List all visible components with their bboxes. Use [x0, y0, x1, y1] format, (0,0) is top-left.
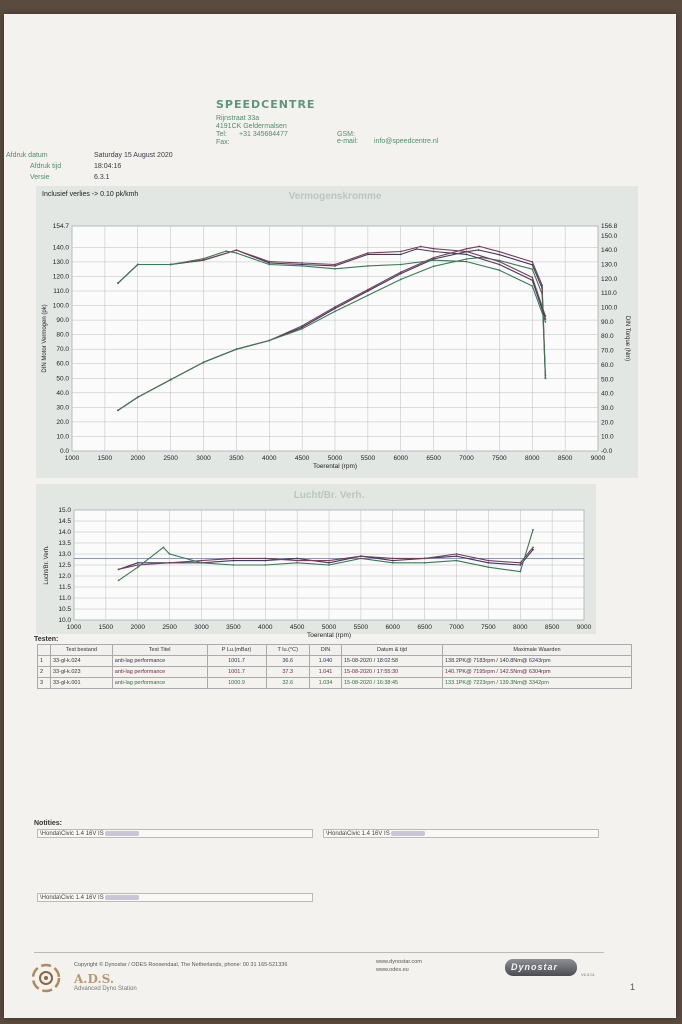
y-tick-label: 130.0 — [52, 258, 69, 266]
data-point — [400, 254, 402, 256]
x-tick-label: 5000 — [321, 624, 337, 631]
email-label: e-mail: — [337, 138, 359, 145]
y-tick-label: 100.0 — [52, 302, 69, 310]
data-point — [400, 271, 402, 273]
data-point — [456, 560, 458, 562]
notes-label: Notities: — [34, 820, 62, 827]
data-point — [367, 252, 369, 254]
y-tick-label: 20.0 — [56, 418, 69, 426]
data-point — [433, 248, 435, 250]
y-tick-label: 11.5 — [58, 584, 71, 591]
data-point — [334, 306, 336, 308]
chart-title: Lucht/Br. Verh. — [293, 490, 365, 501]
fax-label: Fax: — [216, 139, 230, 146]
data-point — [301, 328, 303, 330]
data-point — [264, 558, 266, 560]
power-chart — [36, 186, 638, 478]
chart-title: Vermogenskromme — [288, 191, 382, 202]
row-pressure: 1000.9 — [207, 678, 266, 689]
data-point — [334, 264, 336, 266]
data-point — [334, 268, 336, 270]
data-point — [488, 566, 490, 568]
y2-tick-label: 100.0 — [601, 304, 618, 312]
data-point — [328, 560, 330, 562]
data-point — [137, 562, 139, 564]
y-tick-label: 140.0 — [52, 244, 69, 252]
y-tick-label: 13.5 — [58, 540, 71, 547]
print-time-label: Afdruk tijd — [30, 163, 62, 170]
ads-brand-sub: Advanced Dyno Station — [74, 986, 137, 992]
y-tick-label: 15.0 — [58, 507, 71, 514]
data-point — [118, 569, 120, 571]
data-point — [532, 547, 534, 549]
y-tick-label: 11.0 — [58, 595, 71, 602]
x-tick-label: 3000 — [194, 624, 209, 631]
y2-tick-label: -0.0 — [601, 448, 613, 455]
row-temp: 32.6 — [266, 678, 309, 689]
x-tick-label: 1000 — [64, 455, 80, 462]
row-max: 138.2PK@ 7183rpm / 140.8Nm@ 6243rpm — [442, 656, 631, 667]
x-tick-label: 3000 — [196, 455, 211, 462]
data-point — [169, 553, 171, 555]
data-point — [367, 295, 369, 297]
x-tick-label: 8000 — [513, 624, 528, 631]
x-tick-label: 3500 — [229, 455, 244, 462]
row-max: 140.7PK@ 7195rpm / 142.5Nm@ 6304rpm — [442, 667, 631, 678]
ads-logo-icon — [30, 962, 62, 994]
company-name: SPEEDCENTRE — [216, 98, 316, 111]
data-point — [392, 560, 394, 562]
page-number: 1 — [630, 982, 636, 992]
footer-web-2: www.odes.eu — [376, 967, 409, 973]
data-point — [545, 321, 547, 323]
data-point — [236, 249, 238, 251]
note-field-1 — [37, 829, 313, 838]
data-point — [519, 571, 521, 573]
data-point — [424, 562, 426, 564]
y-tick-label: 90.0 — [56, 317, 69, 325]
table-row — [38, 678, 632, 689]
y-tick-label: 13.0 — [58, 551, 71, 558]
note-field-3 — [37, 893, 313, 902]
data-point — [201, 562, 203, 564]
data-point — [499, 261, 501, 263]
row-title: anti-lag performance — [112, 656, 207, 667]
row-index: 1 — [38, 656, 51, 667]
data-point — [531, 261, 533, 263]
row-temp: 36.6 — [266, 656, 309, 667]
data-point — [541, 284, 543, 286]
y-tick-label: 50.0 — [56, 375, 69, 383]
col-pressure: P Lu.(mBar) — [207, 645, 266, 656]
data-point — [296, 560, 298, 562]
row-pressure: 1001.7 — [207, 667, 266, 678]
x-tick-label: 8500 — [544, 624, 560, 631]
data-point — [268, 264, 270, 266]
col-datetime: Datum & tijd — [341, 645, 442, 656]
data-point — [478, 249, 480, 251]
address-line-2: 4191CK Geldermalsen — [216, 123, 287, 130]
table-row — [38, 667, 632, 678]
row-title: anti-lag performance — [112, 667, 207, 678]
data-point — [137, 264, 139, 266]
data-point — [301, 325, 303, 327]
x-tick-label: 2500 — [162, 624, 177, 631]
data-point — [478, 246, 480, 248]
data-point — [118, 580, 120, 582]
x-tick-label: 6500 — [417, 624, 432, 631]
data-point — [456, 553, 458, 555]
data-point — [117, 282, 119, 284]
y2-tick-label: 90.0 — [601, 318, 614, 326]
x-tick-label: 4000 — [262, 455, 277, 462]
row-din: 1.041 — [309, 667, 341, 678]
print-date-label: Afdruk datum — [6, 152, 48, 159]
y-axis-label: DIN Motor Vermogen (pk) — [42, 304, 48, 373]
data-point — [360, 555, 362, 557]
y-tick-label: 80.0 — [56, 331, 69, 339]
y2-tick-label: 130.0 — [601, 261, 618, 269]
y2-tick-label: 30.0 — [601, 404, 614, 412]
footer-web-1: www.dynostar.com — [376, 959, 422, 965]
row-pressure: 1001.7 — [207, 656, 266, 667]
row-datetime: 15-08-2020 / 16:38:45 — [341, 678, 442, 689]
data-point — [301, 265, 303, 267]
data-point — [301, 262, 303, 264]
table-row — [38, 656, 632, 667]
data-point — [466, 258, 468, 260]
y-axis-label: Lucht/Br. Verh. — [44, 545, 50, 585]
y-tick-label: 10.5 — [58, 606, 71, 613]
redaction-mark — [105, 831, 139, 836]
y2-tick-label: 120.0 — [601, 275, 618, 283]
col-title: Test Titel — [112, 645, 207, 656]
row-max: 133.1PK@ 7223rpm / 139.3Nm@ 3342pm — [442, 678, 631, 689]
data-point — [433, 257, 435, 259]
row-index: 3 — [38, 678, 51, 689]
x-tick-label: 1500 — [98, 624, 114, 631]
x-tick-label: 1000 — [66, 624, 82, 631]
data-point — [296, 562, 298, 564]
y2-tick-label: 70.0 — [601, 347, 614, 355]
footer-copyright: Copyright © Dynostar / ODES Roosendaal, The Netherlands, phone: 00 31 165-521336 — [74, 962, 288, 968]
data-point — [264, 560, 266, 562]
data-point — [268, 340, 270, 342]
x-tick-label: 7000 — [449, 624, 464, 631]
data-point — [531, 285, 533, 287]
data-point — [466, 248, 468, 250]
data-point — [545, 315, 547, 317]
data-point — [117, 409, 119, 411]
x-tick-label: 4500 — [289, 624, 305, 631]
data-point — [488, 560, 490, 562]
row-file: 33-gl-k.001 — [51, 678, 113, 689]
x-tick-label: 2000 — [130, 624, 145, 631]
data-point — [367, 289, 369, 291]
afr-chart — [36, 484, 596, 639]
data-point — [400, 279, 402, 281]
power-chart-panel — [36, 186, 638, 478]
data-point — [137, 566, 139, 568]
x-tick-label: 6000 — [385, 624, 400, 631]
data-point — [433, 265, 435, 267]
y-tick-label: 10.0 — [56, 433, 69, 441]
y2-tick-label: 80.0 — [601, 333, 614, 341]
y-tick-label: 110.0 — [53, 288, 69, 296]
data-point — [420, 246, 422, 248]
x-tick-label: 2500 — [163, 455, 178, 462]
tel-number: +31 345684477 — [239, 131, 288, 138]
x-tick-label: 8500 — [557, 455, 573, 462]
redaction-mark — [105, 895, 139, 900]
y2-tick-label: 50.0 — [601, 376, 614, 384]
data-point — [233, 558, 235, 560]
x-tick-label: 5500 — [360, 455, 376, 462]
note-field-2 — [323, 829, 599, 838]
data-point — [466, 261, 468, 263]
note-field-2-text: \Honda\Civic 1.4 16V IS — [326, 831, 390, 837]
data-point — [488, 562, 490, 564]
afr-chart-panel — [36, 484, 596, 639]
data-point — [328, 562, 330, 564]
data-point — [499, 264, 501, 266]
x-tick-label: 7500 — [481, 624, 496, 631]
col-max: Maximale Waarden — [442, 645, 631, 656]
data-point — [400, 264, 402, 266]
dynostar-logo — [505, 959, 577, 976]
y-tick-label: 30.0 — [56, 404, 69, 412]
redaction-mark — [391, 831, 425, 836]
x-tick-label: 6500 — [426, 455, 441, 462]
row-din: 1.040 — [309, 656, 341, 667]
x-tick-label: 5000 — [327, 455, 343, 462]
data-point — [137, 396, 139, 398]
x-tick-label: 6000 — [393, 455, 408, 462]
col-din: DIN — [309, 645, 341, 656]
x-tick-label: 5500 — [353, 624, 369, 631]
x-tick-label: 1500 — [97, 455, 113, 462]
tel-label: Tel: — [216, 131, 227, 138]
footer-divider — [34, 952, 604, 953]
data-point — [433, 251, 435, 253]
y-tick-label: 120.0 — [52, 273, 69, 281]
data-point — [360, 558, 362, 560]
y-tick-label: 70.0 — [56, 346, 69, 354]
row-din: 1.034 — [309, 678, 341, 689]
data-point — [499, 269, 501, 271]
data-point — [169, 562, 171, 564]
data-point — [225, 250, 227, 252]
y-tick-label: 154.7 — [52, 223, 69, 230]
data-point — [162, 547, 164, 549]
data-point — [296, 558, 298, 560]
data-point — [466, 251, 468, 253]
y2-tick-label: 10.0 — [601, 433, 614, 441]
row-temp: 37.3 — [266, 667, 309, 678]
footer-version: V6.3.01 — [581, 972, 595, 977]
loss-note: Inclusief verlies -> 0.10 pk/kmh — [42, 191, 139, 198]
y2-tick-label: 40.0 — [601, 390, 614, 398]
version: 6.3.1 — [94, 174, 110, 181]
gsm-label: GSM: — [337, 131, 355, 138]
y2-tick-label: 20.0 — [601, 419, 614, 427]
data-point — [545, 377, 547, 379]
print-time: 18:04:16 — [94, 163, 122, 170]
y-tick-label: 0.0 — [59, 448, 69, 455]
col-index — [38, 645, 51, 656]
data-point — [400, 251, 402, 253]
row-index: 2 — [38, 667, 51, 678]
col-temp: T lu.(°C) — [266, 645, 309, 656]
y-tick-label: 12.0 — [58, 573, 71, 580]
data-point — [499, 254, 501, 256]
x-tick-label: 9000 — [576, 624, 592, 631]
data-point — [203, 258, 205, 260]
row-datetime: 15-08-2020 / 18:02:58 — [341, 656, 442, 667]
data-point — [456, 555, 458, 557]
y2-axis-label: DIN Torque (Nm) — [624, 315, 630, 362]
y-tick-label: 60.0 — [56, 360, 69, 368]
note-field-1-text: \Honda\Civic 1.4 16V IS — [40, 831, 104, 837]
email-value: info@speedcentre.nl — [374, 138, 439, 145]
y2-tick-label: 140.0 — [601, 247, 618, 255]
y2-tick-label: 150.0 — [601, 232, 618, 240]
data-point — [466, 254, 468, 256]
version-label: Versie — [30, 174, 50, 181]
y-tick-label: 40.0 — [56, 389, 69, 397]
x-tick-label: 4000 — [258, 624, 273, 631]
x-axis-label: Toerental (rpm) — [306, 632, 352, 639]
data-point — [392, 558, 394, 560]
data-point — [541, 293, 543, 295]
data-point — [236, 252, 238, 254]
x-tick-label: 8000 — [525, 455, 540, 462]
x-tick-label: 4500 — [294, 455, 310, 462]
y2-tick-label: 60.0 — [601, 361, 614, 369]
row-file: 33-gl-k.023 — [51, 667, 113, 678]
data-point — [416, 248, 418, 250]
data-point — [519, 562, 521, 564]
data-point — [334, 311, 336, 313]
data-point — [367, 265, 369, 267]
col-file: Test bestand — [51, 645, 113, 656]
data-point — [170, 264, 172, 266]
y-tick-label: 14.5 — [58, 518, 71, 525]
row-datetime: 15-08-2020 / 17:55:30 — [341, 667, 442, 678]
data-point — [433, 259, 435, 261]
tests-label: Testen: — [34, 636, 59, 643]
print-date: Saturday 15 August 2020 — [94, 152, 173, 159]
data-point — [137, 564, 139, 566]
address-line-1: Rijnstraat 33a — [216, 115, 260, 122]
data-point — [424, 558, 426, 560]
x-axis-label: Toerental (rpm) — [312, 463, 358, 470]
note-field-3-text: \Honda\Civic 1.4 16V IS — [40, 895, 104, 901]
y-tick-label: 14.0 — [58, 529, 71, 536]
data-point — [236, 348, 238, 350]
data-point — [328, 564, 330, 566]
x-tick-label: 7000 — [459, 455, 474, 462]
x-tick-label: 9000 — [590, 455, 606, 462]
tests-header-row — [38, 645, 632, 656]
tests-table — [37, 644, 632, 689]
row-file: 33-gl-k.024 — [51, 656, 113, 667]
x-tick-label: 3500 — [226, 624, 241, 631]
data-point — [233, 560, 235, 562]
data-point — [531, 277, 533, 279]
y-tick-label: 12.5 — [58, 562, 71, 569]
data-point — [268, 261, 270, 263]
data-point — [170, 379, 172, 381]
x-tick-label: 7500 — [492, 455, 507, 462]
data-point — [499, 251, 501, 253]
data-point — [532, 529, 534, 531]
y2-tick-label: 110.0 — [601, 290, 617, 298]
data-point — [201, 560, 203, 562]
ads-brand: A.D.S. — [74, 972, 115, 986]
y2-tick-label: 156.8 — [601, 223, 618, 230]
data-point — [264, 564, 266, 566]
row-title: anti-lag performance — [112, 678, 207, 689]
x-tick-label: 2000 — [130, 455, 145, 462]
data-point — [392, 562, 394, 564]
data-point — [233, 564, 235, 566]
data-point — [519, 564, 521, 566]
data-point — [531, 268, 533, 270]
y-tick-label: 10.0 — [58, 617, 71, 624]
dynostar-logo-text: Dynostar — [511, 962, 559, 972]
data-point — [203, 361, 205, 363]
printed-sheet — [4, 14, 676, 1018]
